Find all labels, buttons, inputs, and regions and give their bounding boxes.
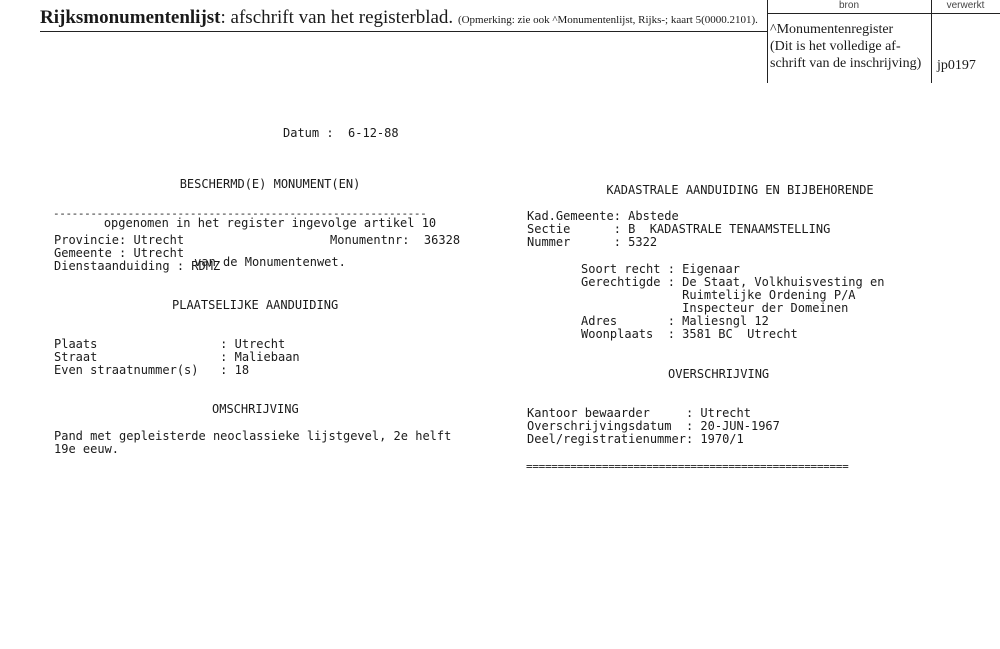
gerechtigde-line: Gerechtigde : De Staat, Volkhuisvesting en [581,275,885,289]
double-separator: =================================================== [526,460,849,473]
processed-column-header: verwerkt [946,0,985,11]
gemeente-line: Gemeente : Utrecht [54,246,185,260]
monumentnr-line: Monumentnr: 36328 [330,233,461,247]
title-bold: Rijksmonumentenlijst [40,7,221,28]
title-note: (Opmerking: zie ook ^Monumentenlijst, Rijks-; kaart 5(0000.2101). [457,14,758,26]
plaatselijke-aanduiding-heading: PLAATSELIJKE AANDUIDING [172,298,339,312]
sectie-line: Sectie : B [527,222,636,236]
kadastrale-heading-line: KADASTRALE AANDUIDING EN BIJBEHORENDE [606,183,874,197]
kantoor-line: Kantoor bewaarder : Utrecht [527,406,751,420]
register-heading-line: van de Monumentenwet. [194,255,346,269]
dienstaanduiding-line: Dienstaanduiding : RDMZ [54,259,221,273]
overschrijving-heading: OVERSCHRIJVING [668,367,770,381]
nummer-line: Nummer : 5322 [527,235,658,249]
omschrijving-line: Pand met gepleisterde neoclassieke lijstgevel, 2e helft [54,429,452,443]
omschrijving-heading: OMSCHRIJVING [212,402,299,416]
source-line: ^Monumentenregister [770,22,894,37]
source-column-header: bron [838,0,859,11]
box-header-rule [767,13,1000,14]
kad-gemeente-line: Kad.Gemeente: Abstede [527,209,679,223]
header-rule [40,31,767,32]
woonplaats-line: Woonplaats : 3581 BC Utrecht [581,327,798,341]
gerechtigde-line: Inspecteur der Domeinen [581,301,849,315]
source-line: schrift van de inschrijving) [770,56,922,71]
provincie-line: Provincie: Utrecht [54,233,185,247]
title-rest: : afschrift van het registerblad. [220,7,454,28]
adres-line: Adres : Maliesngl 12 [581,314,769,328]
source-description [770,21,930,72]
processed-code: jp0197 [937,58,976,73]
source-line: (Dit is het volledige af- [770,39,901,54]
gerechtigde-line: Ruimtelijke Ordening P/A [581,288,856,302]
omschrijving-line: 19e eeuw. [54,442,120,456]
straat-line: Straat : Maliebaan [54,350,300,364]
soort-recht-line: Soort recht : Eigenaar [581,262,740,276]
straatnummer-line: Even straatnummer(s) : 18 [54,363,250,377]
register-heading-line: opgenomen in het register ingevolge artikel 10 [103,216,437,230]
document-title [40,7,758,29]
deel-line: Deel/registratienummer: 1970/1 [527,432,744,446]
kadastrale-heading-line: KADASTRALE TENAAMSTELLING [649,222,831,236]
register-heading-line: BESCHERMD(E) MONUMENT(EN) [179,177,361,191]
overschrijvingsdatum-line: Overschrijvingsdatum : 20-JUN-1967 [527,419,780,433]
datum-line: Datum : 6-12-88 [283,126,399,140]
plaats-line: Plaats : Utrecht [54,337,286,351]
dashed-separator: ------------------------------------------------------------ [53,207,427,220]
